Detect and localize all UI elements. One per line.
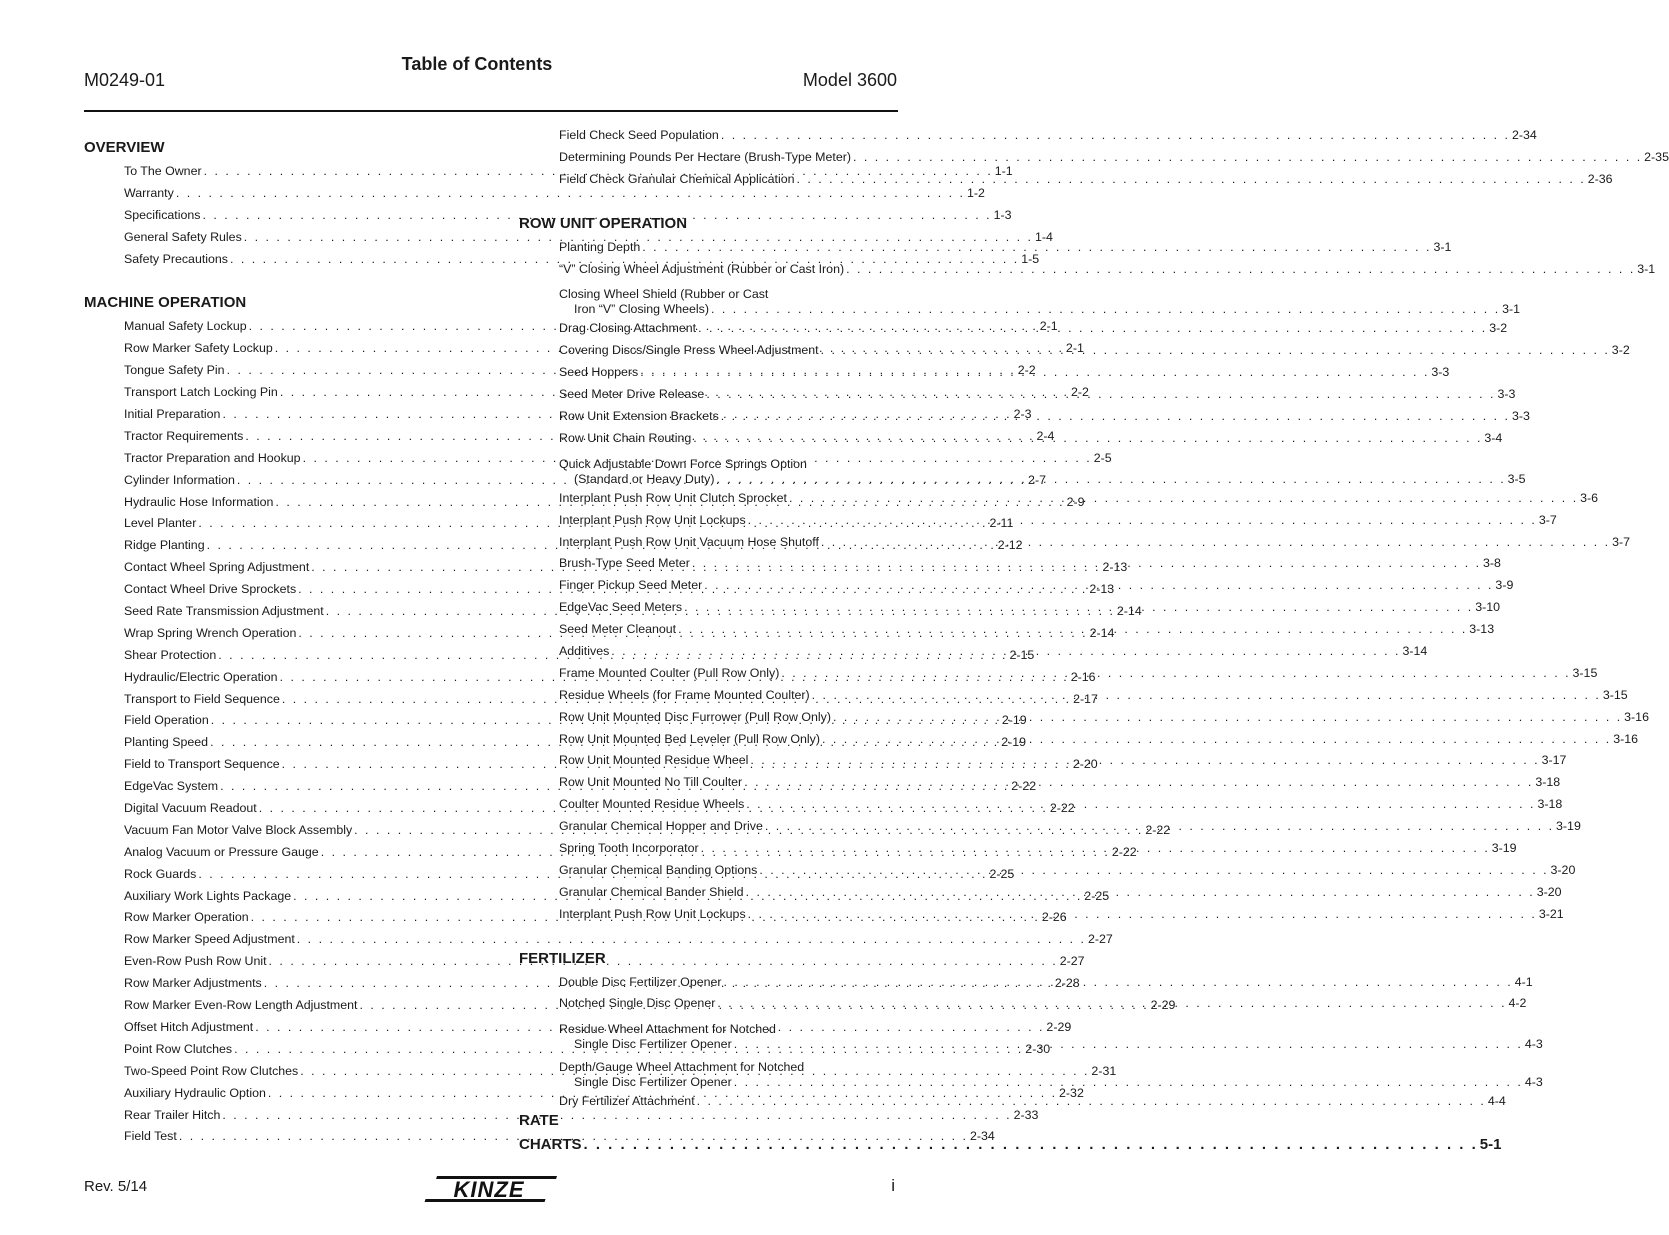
toc-entry-text: Rock Guards bbox=[124, 866, 197, 881]
toc-entry-page: 4-1 bbox=[1514, 974, 1533, 989]
toc-entry-page: 3-15 bbox=[1602, 687, 1628, 702]
toc-entry-text: Hydraulic/Electric Operation bbox=[124, 669, 278, 684]
dot-leader bbox=[642, 237, 1431, 259]
toc-entry-page: 3-3 bbox=[1511, 409, 1530, 423]
toc-entry-page: 3-20 bbox=[1536, 884, 1562, 899]
toc-entry-text: Row Unit Mounted No Till Coulter bbox=[559, 775, 743, 790]
toc-entry-text: Even-Row Push Row Unit bbox=[124, 954, 267, 969]
toc-entry-text: EdgeVac System bbox=[124, 779, 219, 794]
toc-entry-page: 4-3 bbox=[1524, 1075, 1543, 1090]
toc-entry-page: 3-17 bbox=[1541, 753, 1567, 768]
toc-entry-text: Seed Rate Transmission Adjustment bbox=[124, 604, 324, 619]
toc-entry-text: Brush-Type Seed Meter bbox=[559, 556, 690, 571]
toc-entry-text: Row Unit Mounted Residue Wheel bbox=[559, 753, 749, 768]
toc-entry-text: Quick Adjustable Down Force Springs Option bbox=[559, 456, 807, 471]
toc-entry-text: Auxiliary Work Lights Package bbox=[124, 888, 292, 903]
toc-entry-page: 2-1 bbox=[1039, 319, 1058, 334]
section-heading: ROW UNIT OPERATION bbox=[519, 214, 688, 232]
kinze-logo-icon bbox=[426, 1173, 552, 1205]
toc-entry-text: General Safety Rules bbox=[124, 229, 242, 244]
toc-entry[interactable] bbox=[84, 1105, 1039, 1127]
toc-entry-text: Specifications bbox=[124, 207, 201, 222]
toc-entry-page: 2-2 bbox=[1017, 363, 1036, 378]
toc-entry-page: 2-15 bbox=[1009, 647, 1035, 662]
toc-entry-page: 2-3 bbox=[1013, 407, 1032, 421]
toc-entry-page: 1-2 bbox=[966, 185, 985, 200]
toc-entry-page: 2-26 bbox=[1041, 910, 1067, 925]
toc-entry-page: 3-6 bbox=[1580, 490, 1599, 505]
dot-leader bbox=[822, 729, 1611, 751]
toc-entry-page: 4-3 bbox=[1524, 1037, 1543, 1052]
toc-entry-text: Determining Pounds Per Hectare (Brush-Type Meter) bbox=[559, 149, 851, 164]
toc-entry[interactable] bbox=[519, 280, 1521, 318]
toc-entry-text: Granular Chemical Bander Shield bbox=[559, 884, 744, 899]
toc-entry-text: Rear Trailer Hitch bbox=[124, 1107, 221, 1122]
toc-entry-text: EdgeVac Seed Meters bbox=[559, 600, 683, 615]
toc-entry-page: 2-11 bbox=[989, 516, 1014, 531]
rate-charts-text: RATE CHARTS bbox=[519, 1112, 582, 1154]
toc-entry-page: 2-12 bbox=[997, 538, 1023, 553]
dot-leader bbox=[684, 597, 1473, 619]
toc-entry-page: 3-2 bbox=[1611, 343, 1630, 358]
toc-entry-page: 2-34 bbox=[1511, 127, 1537, 142]
toc-entry-text: Field Operation bbox=[124, 713, 209, 728]
toc-entry-text: Row Unit Mounted Disc Furrower (Pull Row Only) bbox=[559, 709, 831, 724]
toc-entry-page: 2-1 bbox=[1065, 341, 1084, 356]
document-number: M0249-01 bbox=[84, 70, 166, 90]
toc-entry-page: 2-36 bbox=[1587, 171, 1613, 186]
toc-entry-text: Planting Speed bbox=[124, 735, 209, 750]
header-rule bbox=[84, 110, 898, 112]
toc-entry-text: Field Test bbox=[124, 1129, 177, 1144]
dot-leader bbox=[721, 125, 1510, 147]
dot-leader bbox=[640, 362, 1429, 384]
section-heading: FERTILIZER bbox=[519, 949, 606, 967]
dot-leader bbox=[765, 816, 1554, 838]
revision-label: Rev. 5/14 bbox=[84, 1178, 148, 1195]
toc-entry-text: Contact Wheel Drive Sprockets bbox=[124, 582, 297, 597]
toc-entry-text: Field Check Seed Population bbox=[559, 127, 719, 142]
toc-entry-text: Hydraulic Hose Information bbox=[124, 494, 274, 509]
toc-entry-text-continued: Single Disc Fertilizer Opener bbox=[574, 1037, 732, 1052]
toc-entry-page: 2-29 bbox=[1046, 1019, 1072, 1034]
dot-leader bbox=[821, 340, 1610, 362]
section-heading: MACHINE OPERATION bbox=[84, 294, 247, 312]
toc-entry-text: Auxiliary Hydraulic Option bbox=[124, 1085, 266, 1100]
dot-leader bbox=[744, 772, 1533, 794]
toc-entry-text: Transport to Field Sequence bbox=[124, 691, 280, 706]
toc-entry-text: Depth/Gauge Wheel Attachment for Notched bbox=[559, 1060, 805, 1075]
dot-leader bbox=[750, 750, 1539, 772]
toc-entry-page: 1-5 bbox=[1021, 251, 1040, 266]
dot-leader bbox=[706, 384, 1495, 406]
toc-entry-page: 3-5 bbox=[1507, 471, 1526, 486]
toc-entry-page: 3-15 bbox=[1572, 665, 1598, 680]
toc-entry-page: 3-19 bbox=[1556, 819, 1581, 834]
toc-entry-page: 2-31 bbox=[1091, 1063, 1117, 1078]
toc-entry-text: Frame Mounted Coulter (Pull Row Only) bbox=[559, 665, 780, 680]
toc-entry-page: 3-7 bbox=[1612, 534, 1630, 549]
toc-entry-text-continued: (Standard or Heavy Duty) bbox=[574, 471, 715, 486]
toc-entry-page: 2-25 bbox=[1084, 888, 1110, 903]
toc-entry-page: 2-30 bbox=[1025, 1041, 1051, 1056]
toc-entry-page: 1-3 bbox=[993, 207, 1012, 222]
toc-entry-text: Row Unit Chain Routing bbox=[559, 430, 692, 445]
toc-entry-text: Row Marker Speed Adjustment bbox=[124, 932, 295, 947]
kinze-logo-text: KINZE bbox=[453, 1177, 525, 1202]
toc-entry-text-continued: Iron “V” Closing Wheels) bbox=[574, 302, 709, 317]
toc-entry-text: Drag Closing Attachment bbox=[559, 321, 697, 336]
toc-entry-text: Wrap Spring Wrench Operation bbox=[124, 625, 297, 640]
toc-entry-page: 2-25 bbox=[989, 866, 1015, 881]
toc-entry-text: Two-Speed Point Row Clutches bbox=[124, 1063, 299, 1078]
toc-entry-page: 2-27 bbox=[1087, 932, 1113, 947]
toc-entry-page: 3-19 bbox=[1491, 841, 1517, 856]
toc-entry-page: 2-34 bbox=[969, 1129, 995, 1144]
toc-entry-page: 1-1 bbox=[994, 163, 1013, 178]
toc-entry-page: 2-5 bbox=[1093, 450, 1112, 465]
toc-entry-text: Coulter Mounted Residue Wheels bbox=[559, 797, 745, 812]
toc-entry-page: 3-7 bbox=[1538, 512, 1557, 527]
toc-entry-page: 3-21 bbox=[1538, 906, 1564, 921]
toc-entry-page: 3-3 bbox=[1497, 387, 1516, 402]
rate-charts-page: 5-1 bbox=[1479, 1136, 1502, 1154]
toc-entry-page: 2-19 bbox=[1001, 735, 1027, 750]
dot-leader bbox=[692, 553, 1481, 575]
toc-entry-page: 2-17 bbox=[1073, 691, 1098, 706]
toc-entry-text: Tongue Safety Pin bbox=[124, 363, 225, 378]
toc-entry-text: Double Disc Fertilizer Opener bbox=[559, 974, 722, 989]
dot-leader bbox=[678, 619, 1467, 641]
toc-entry-text: Residue Wheel Attachment for Notched bbox=[559, 1022, 776, 1037]
toc-entry-page: 2-2 bbox=[1071, 385, 1089, 400]
dot-leader bbox=[748, 904, 1537, 926]
toc-entry-text: Additives bbox=[559, 644, 610, 659]
toc-entry-page: 2-13 bbox=[1102, 560, 1128, 575]
toc-entry-text: Initial Preparation bbox=[124, 407, 221, 421]
toc-entry-page: 3-9 bbox=[1495, 578, 1514, 593]
toc-entry-text: Transport Latch Locking Pin bbox=[124, 385, 278, 400]
toc-entry-text: Field Check Granular Chemical Application bbox=[559, 171, 795, 186]
toc-entry-page: 3-10 bbox=[1475, 600, 1501, 615]
dot-leader bbox=[717, 993, 1506, 1015]
toc-entry[interactable] bbox=[519, 147, 1669, 169]
toc-entry-text: Offset Hitch Adjustment bbox=[124, 1019, 254, 1034]
toc-entry-text: Cylinder Information bbox=[124, 472, 235, 487]
dot-leader bbox=[734, 1075, 1523, 1090]
toc-entry-page: 2-9 bbox=[1066, 494, 1085, 509]
toc-entry-text: Row Marker Safety Lockup bbox=[124, 341, 273, 356]
toc-entry-page: 1-4 bbox=[1034, 229, 1053, 244]
toc-entry[interactable] bbox=[84, 183, 985, 205]
toc-entry-text: Row Marker Even-Row Length Adjustment bbox=[124, 998, 358, 1013]
toc-entry-text: Warranty bbox=[124, 185, 174, 200]
toc-entry-text: Covering Discs/Single Press Wheel Adjustment bbox=[559, 343, 819, 358]
toc-entry-page: 4-2 bbox=[1508, 996, 1527, 1011]
dot-leader bbox=[759, 860, 1548, 882]
dot-leader bbox=[698, 318, 1487, 340]
toc-entry-page: 3-1 bbox=[1502, 302, 1521, 317]
toc-entry-text: Spring Tooth Incorporator bbox=[559, 841, 699, 856]
toc-entry-text: Granular Chemical Banding Options bbox=[559, 862, 758, 877]
toc-entry-page: 2-32 bbox=[1059, 1085, 1084, 1100]
toc-entry-page: 2-4 bbox=[1036, 428, 1055, 443]
toc-entry-text: Field to Transport Sequence bbox=[124, 757, 280, 772]
toc-entry-text: Planting Depth bbox=[559, 239, 641, 254]
toc-entry-page: 2-29 bbox=[1150, 998, 1176, 1013]
toc-entry-text: Point Row Clutches bbox=[124, 1041, 233, 1056]
toc-entry-page: 2-13 bbox=[1089, 582, 1115, 597]
toc-entry-text: Ridge Planting bbox=[124, 538, 205, 553]
toc-entry-text: Tractor Preparation and Hookup bbox=[124, 450, 301, 465]
toc-entry-text: Interplant Push Row Unit Lockups bbox=[559, 906, 746, 921]
toc-entry-text: Interplant Push Row Unit Clutch Sprocket bbox=[559, 490, 787, 505]
toc-entry-page: 3-3 bbox=[1431, 365, 1450, 380]
toc-entry-page: 3-16 bbox=[1613, 731, 1638, 746]
toc-entry-text: To The Owner bbox=[124, 163, 202, 178]
toc-entry-page: 3-1 bbox=[1433, 239, 1452, 254]
dot-leader bbox=[746, 794, 1535, 816]
toc-entry-page: 2-7 bbox=[1028, 472, 1046, 487]
toc-entry-text: Digital Vacuum Readout bbox=[124, 801, 257, 816]
dot-leader bbox=[846, 259, 1635, 281]
toc-entry-text: Interplant Push Row Unit Vacuum Hose Shutoff bbox=[559, 534, 819, 549]
toc-entry-page: 3-2 bbox=[1489, 321, 1508, 336]
toc-entry-page: 3-4 bbox=[1484, 430, 1503, 445]
toc-entry-page: 2-28 bbox=[1054, 976, 1080, 991]
toc-entry-page: 3-1 bbox=[1637, 261, 1656, 276]
toc-entry-page: 3-18 bbox=[1535, 775, 1561, 790]
toc-entry-page: 2-14 bbox=[1116, 604, 1142, 619]
dot-leader bbox=[821, 532, 1610, 554]
toc-entry[interactable] bbox=[519, 125, 1537, 147]
dot-leader bbox=[721, 406, 1510, 428]
toc-entry-text: Contact Wheel Spring Adjustment bbox=[124, 560, 310, 575]
dot-leader bbox=[724, 972, 1513, 994]
dot-leader bbox=[611, 641, 1400, 663]
toc-entry-text: Manual Safety Lockup bbox=[124, 319, 247, 334]
toc-entry-page: 2-14 bbox=[1089, 625, 1115, 640]
model-name: Model 3600 bbox=[802, 70, 897, 90]
toc-entry[interactable] bbox=[84, 929, 1113, 951]
toc-entry-text: Tractor Requirements bbox=[124, 428, 244, 443]
toc-entry-text: Closing Wheel Shield (Rubber or Cast bbox=[559, 287, 769, 302]
toc-entry-text: Row Unit Mounted Bed Leveler (Pull Row Only) bbox=[559, 731, 821, 746]
toc-entry-text: Granular Chemical Hopper and Drive bbox=[559, 819, 763, 834]
dot-leader bbox=[812, 685, 1601, 707]
toc-entry-page: 2-27 bbox=[1059, 954, 1085, 969]
toc-entry-text-continued: Single Disc Fertilizer Opener bbox=[574, 1075, 732, 1090]
toc-entry-page: 2-35 bbox=[1644, 149, 1669, 164]
toc-entry-text: Residue Wheels (for Frame Mounted Coulter) bbox=[559, 687, 810, 702]
dot-leader bbox=[697, 1091, 1486, 1113]
toc-entry-text: Interplant Push Row Unit Lockups bbox=[559, 512, 746, 527]
toc-entry-page: 2-20 bbox=[1072, 757, 1098, 772]
toc-entry-page: 3-8 bbox=[1483, 556, 1501, 571]
toc-entry-text: Notched Single Disc Opener bbox=[559, 996, 716, 1011]
dot-leader bbox=[693, 428, 1482, 450]
toc-entry-text: Shear Protection bbox=[124, 647, 217, 662]
toc-entry-page: 3-20 bbox=[1550, 862, 1576, 877]
dot-leader bbox=[716, 472, 1505, 487]
toc-entry-text: Safety Precautions bbox=[124, 251, 229, 266]
toc-entry-text: Dry Fertilizer Attachment bbox=[559, 1094, 695, 1109]
toc-entry-text: Row Marker Operation bbox=[124, 910, 249, 925]
toc-entry-page: 2-22 bbox=[1049, 801, 1075, 816]
toc-entry-text: Vacuum Fan Motor Valve Block Assembly bbox=[124, 822, 353, 837]
toc-entry-page: 2-22 bbox=[1011, 779, 1037, 794]
dot-leader bbox=[704, 575, 1493, 597]
toc-entry-text: Finger Pickup Seed Meter bbox=[559, 578, 703, 593]
dot-leader bbox=[853, 147, 1642, 169]
toc-entry-text: “V” Closing Wheel Adjustment (Rubber or Cast Iron) bbox=[559, 261, 845, 276]
toc-entry-text: Seed Meter Drive Release bbox=[559, 387, 705, 402]
toc-entry-page: 3-13 bbox=[1469, 622, 1495, 637]
dot-leader bbox=[734, 1037, 1523, 1052]
dot-leader bbox=[781, 663, 1570, 685]
toc-entry-text: Row Unit Extension Brackets bbox=[559, 409, 719, 423]
dot-leader bbox=[711, 302, 1500, 317]
dot-leader bbox=[797, 169, 1586, 191]
toc-entry-page: 3-18 bbox=[1537, 797, 1563, 812]
toc-entry-page: 4-4 bbox=[1487, 1094, 1506, 1109]
dot-leader bbox=[748, 510, 1537, 532]
page-number: i bbox=[891, 1176, 895, 1195]
toc-entry-page: 2-19 bbox=[1001, 713, 1027, 728]
section-heading: OVERVIEW bbox=[84, 139, 165, 156]
page-title: Table of Contents bbox=[401, 54, 553, 74]
dot-leader bbox=[833, 707, 1622, 729]
dot-leader bbox=[789, 488, 1578, 510]
toc-entry-page: 3-14 bbox=[1402, 644, 1428, 659]
toc-entry-page: 2-22 bbox=[1145, 822, 1171, 837]
dot-leader bbox=[746, 882, 1535, 904]
toc-entry-text: Level Planter bbox=[124, 516, 197, 531]
toc-entry[interactable] bbox=[519, 259, 1656, 281]
toc-entry-text: Seed Hoppers bbox=[559, 365, 639, 380]
toc-entry-page: 2-16 bbox=[1070, 669, 1096, 684]
toc-entry-text: Analog Vacuum or Pressure Gauge bbox=[124, 844, 319, 859]
toc-entry-page: 3-16 bbox=[1624, 709, 1649, 724]
dot-leader bbox=[701, 838, 1490, 860]
toc-entry-page: 2-22 bbox=[1111, 844, 1137, 859]
toc-entry-text: Row Marker Adjustments bbox=[124, 976, 262, 991]
toc-entry-page: 2-33 bbox=[1013, 1107, 1039, 1122]
toc-entry-text: Seed Meter Cleanout bbox=[559, 622, 677, 637]
dot-leader bbox=[584, 1133, 1478, 1157]
